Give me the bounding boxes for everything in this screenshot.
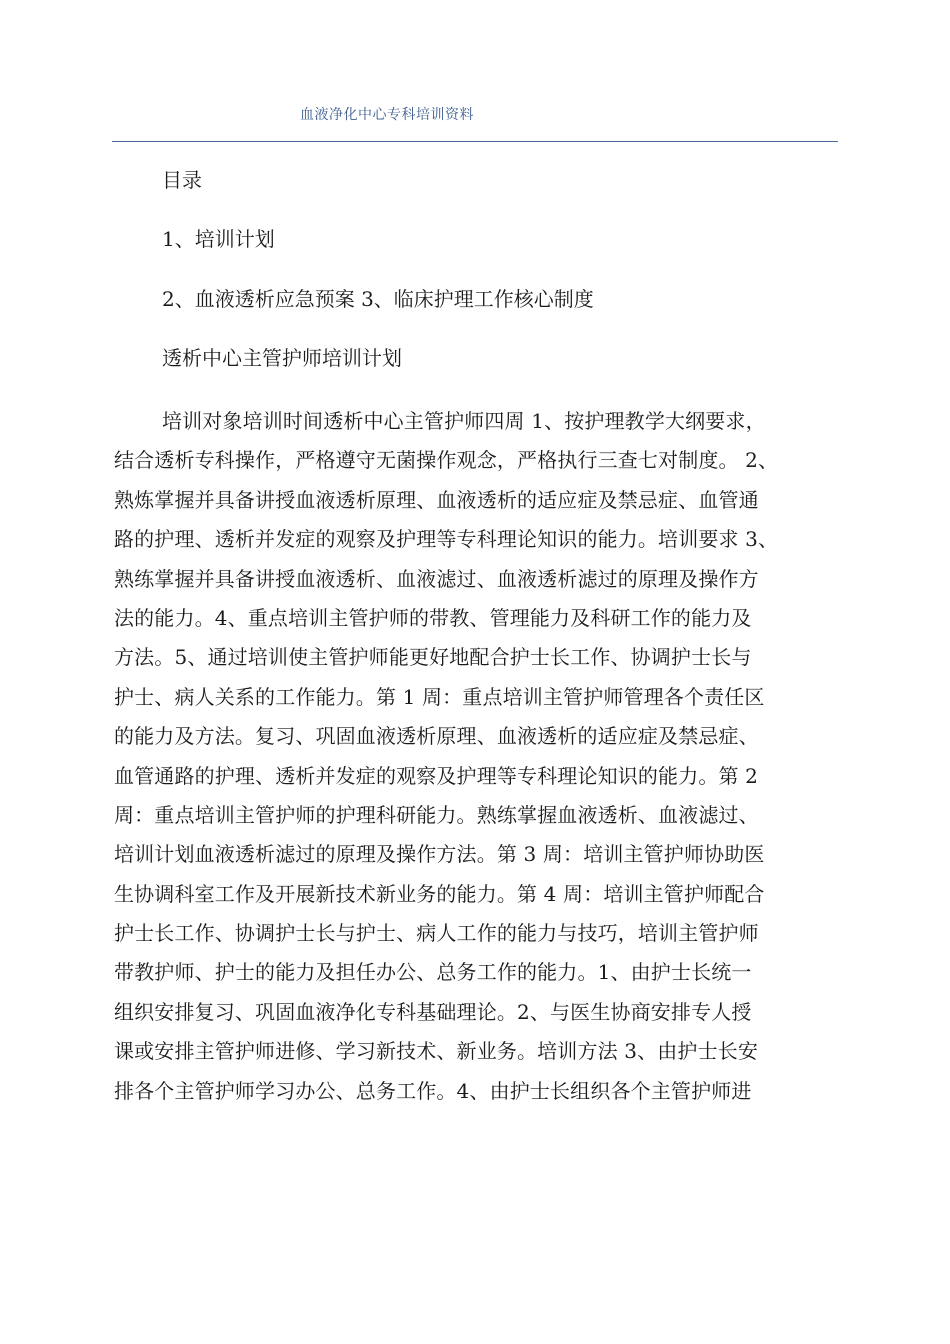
body-line: 课或安排主管护师进修、学习新技术、新业务。培训方法 3、由护士长安 bbox=[114, 1039, 759, 1064]
toc-heading: 目录 bbox=[162, 168, 202, 192]
body-paragraph bbox=[114, 402, 844, 1111]
body-line: 法的能力。4、重点培训主管护师的带教、管理能力及科研工作的能力及 bbox=[114, 605, 752, 630]
body-line: 方法。5、通过培训使主管护师能更好地配合护士长工作、协调护士长与 bbox=[114, 645, 752, 670]
body-line: 培训计划血液透析滤过的原理及操作方法。第 3 周：培训主管护师协助医 bbox=[114, 842, 765, 867]
toc-item-1: 1、培训计划 bbox=[162, 227, 275, 251]
body-line: 组织安排复习、巩固血液净化专科基础理论。2、与医生协商安排专人授 bbox=[114, 999, 752, 1024]
header-divider bbox=[112, 141, 838, 142]
body-line: 结合透析专科操作，严格遵守无菌操作观念，严格执行三查七对制度。 2、 bbox=[114, 448, 779, 473]
body-line: 血管通路的护理、透析并发症的观察及护理等专科理论知识的能力。第 2 bbox=[114, 763, 759, 788]
body-line: 的能力及方法。复习、巩固血液透析原理、血液透析的适应症及禁忌症、 bbox=[114, 724, 759, 749]
body-line: 带教护师、护士的能力及担任办公、总务工作的能力。1、由护士长统一 bbox=[114, 960, 752, 985]
body-line: 生协调科室工作及开展新技术新业务的能力。第 4 周：培训主管护师配合 bbox=[114, 881, 765, 906]
body-line: 熟练掌握并具备讲授血液透析、血液滤过、血液透析滤过的原理及操作方 bbox=[114, 566, 759, 591]
section-title: 透析中心主管护师培训计划 bbox=[162, 346, 402, 370]
body-line: 排各个主管护师学习办公、总务工作。4、由护士长组织各个主管护师进 bbox=[114, 1078, 752, 1103]
document-header-title: 血液净化中心专科培训资料 bbox=[300, 107, 474, 123]
body-line: 护士长工作、协调护士长与护士、病人工作的能力与技巧，培训主管护师 bbox=[114, 921, 759, 946]
body-line: 培训对象培训时间透析中心主管护师四周 1、按护理教学大纲要求， bbox=[162, 409, 766, 433]
body-line: 周：重点培训主管护师的护理科研能力。熟练掌握血液透析、血液滤过、 bbox=[114, 802, 759, 827]
body-line: 熟炼掌握并具备讲授血液透析原理、血液透析的适应症及禁忌症、血管通 bbox=[114, 487, 759, 512]
toc-item-2: 2、血液透析应急预案 3、临床护理工作核心制度 bbox=[162, 287, 594, 311]
body-line: 护士、病人关系的工作能力。第 1 周：重点培训主管护师管理各个责任区 bbox=[114, 684, 765, 709]
body-line: 路的护理、透析并发症的观察及护理等专科理论知识的能力。培训要求 3、 bbox=[114, 527, 779, 552]
